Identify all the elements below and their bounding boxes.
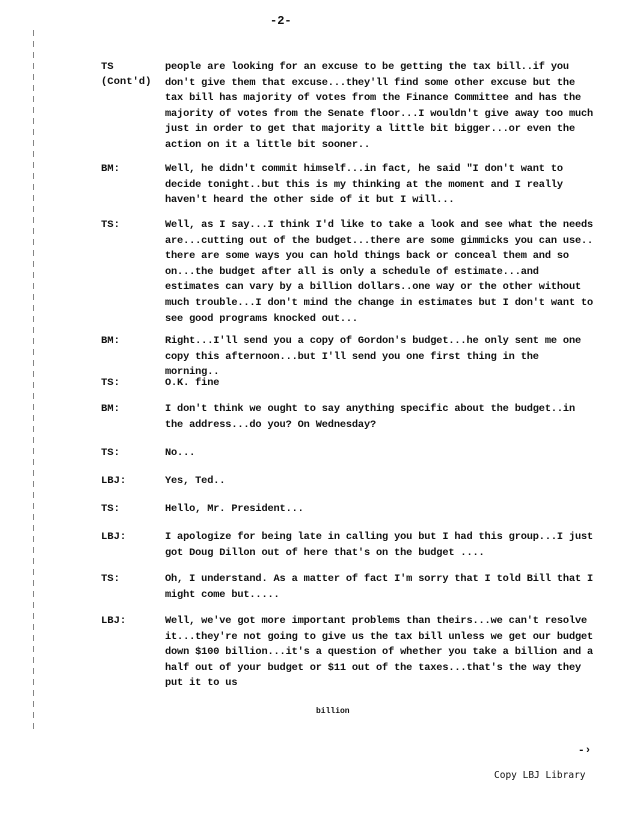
speaker-label: LBJ: <box>101 531 127 543</box>
page-number: -2- <box>270 14 292 28</box>
speaker-label: TS: <box>101 447 120 459</box>
speaker-label: BM: <box>101 163 120 175</box>
speaker-label: TS: <box>101 377 120 389</box>
speech-text: Well, he didn't commit himself...in fact, he said "I don't want to decide tonight..but this is my thinking at the moment and I really haven't heard the other side of it but I will... <box>165 163 563 207</box>
speaker-label: TS (Cont'd) <box>101 61 152 88</box>
speech-text: O.K. fine <box>165 377 220 389</box>
speech-text: I apologize for being late in calling you but I had this group...I just got Doug Dillon out of here that's on the budget .... <box>165 531 594 559</box>
speech-text: Well, as I say...I think I'd like to take a look and see what the needs are...cutting out of the budget...there are some gimmicks you can use.. there are some ways you can hold things back or conceal them and so on...the budget after all is only a schedule of estimate...and estimates can vary by a billion dollars..one way or the other without much trouble...I don't mind the change in estimates but I don't want to see good programs knocked out... <box>165 219 594 325</box>
margin-line <box>33 30 34 730</box>
speaker-label: TS: <box>101 573 120 585</box>
speaker-label: TS: <box>101 219 120 231</box>
speaker-label: LBJ: <box>101 615 127 627</box>
speech-text: Hello, Mr. President... <box>165 503 304 515</box>
speech-text: I don't think we ought to say anything specific about the budget..in the address...do you? On Wednesday? <box>165 403 575 431</box>
library-footer: Copy LBJ Library <box>494 770 586 781</box>
speaker-label: BM: <box>101 403 120 415</box>
interlinear-note: billion <box>316 707 350 716</box>
speaker-label: LBJ: <box>101 475 127 487</box>
speech-text: Right...I'll send you a copy of Gordon's budget...he only sent me one copy this afternoon...but I'll send you one first thing in the morning.. <box>165 335 582 379</box>
speaker-label: BM: <box>101 335 120 347</box>
speech-text: Yes, Ted.. <box>165 475 226 487</box>
speaker-label: TS: <box>101 503 120 515</box>
speech-text: Well, we've got more important problems than theirs...we can't resolve it...they're not going to give us the tax bill unless we get our budget down $100 billion...it's a question of whether you take a billion and a half out of your budget or $11 out of the taxes...that's the way they put it to us <box>165 615 594 690</box>
corner-mark: ‐› <box>578 745 592 757</box>
speech-text: people are looking for an excuse to be getting the tax bill..if you don't give them that excuse...they'll find some other excuse but the tax bill has majority of votes from the Finance Committee and has the majority of votes from the Senate floor...I wouldn't give away too much just in order to get that majority a little bit bigger...or even the action on it a little bit sooner.. <box>165 61 594 151</box>
speech-text: No... <box>165 447 196 459</box>
speech-text: Oh, I understand. As a matter of fact I'm sorry that I told Bill that I might come but..... <box>165 573 594 601</box>
